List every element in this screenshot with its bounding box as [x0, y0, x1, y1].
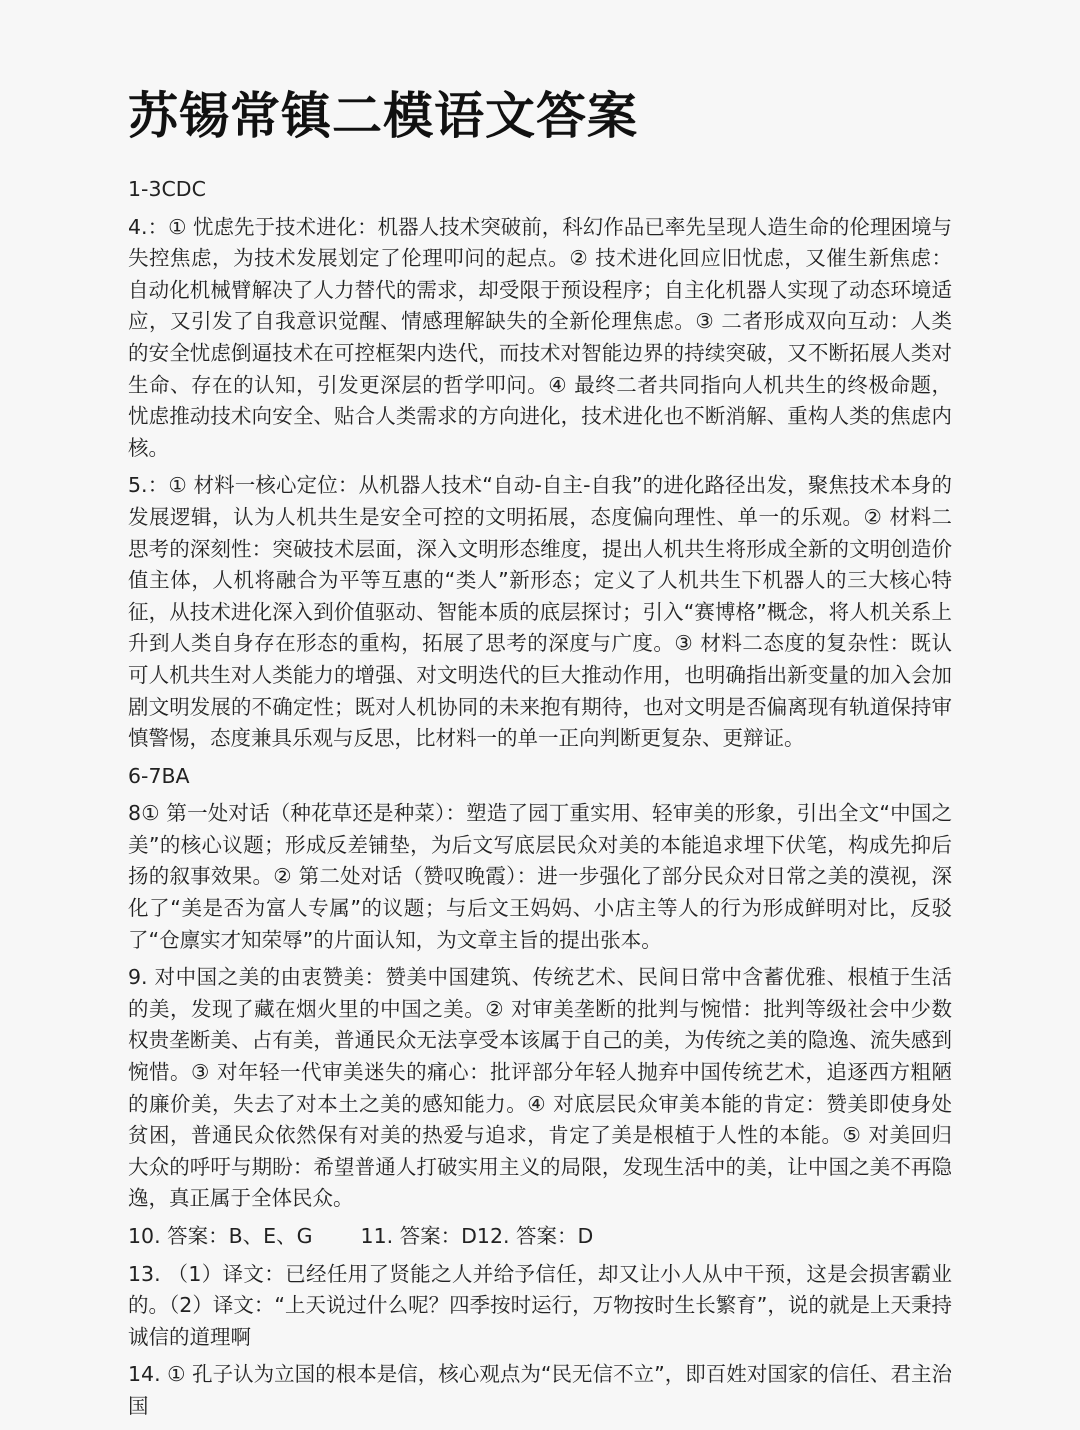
- answer-4: 4.：① 忧虑先于技术进化：机器人技术突破前，科幻作品已率先呈现人造生命的伦理困境与失控焦虑，为技术发展划定了伦理叩问的起点。② 技术进化回应旧忧虑，又催生新焦虑：自动化机械臂解决了人力替代的需求，却受限于预设程序；自主化机器人实现了动态环境适应，又引发了自我意识觉醒、情感理解缺失的全新伦理焦虑。③ 二者形成双向互动：人类的安全忧虑倒逼技术在可控框架内迭代，而技术对智能边界的持续突破，又不断拓展人类对生命、存在的认知，引发更深层的哲学叩问。④ 最终二者共同指向人机共生的终极命题，忧虑推动技术向安全、贴合人类需求的方向进化，技术进化也不断消解、重构人类的焦虑内核。: [128, 214, 952, 460]
- answers-10-12-row: [128, 1221, 952, 1253]
- answer-1-3: 1-3CDC: [128, 177, 206, 201]
- answer-9: 9. 对中国之美的由衷赞美：赞美中国建筑、传统艺术、民间日常中含蓄优雅、根植于生活的美，发现了藏在烟火里的中国之美。② 对审美垄断的批判与惋惜：批判等级社会中少数权贵垄断美、占有美，普通民众无法享受本该属于自己的美，为传统之美的隐逸、流失感到惋惜。③ 对年轻一代审美迷失的痛心：批评部分年轻人抛弃中国传统艺术，追逐西方粗陋的廉价美，失去了对本土之美的感知能力。④ 对底层民众审美本能的肯定：赞美即使身处贫困，普通民众依然保有对美的热爱与追求，肯定了美是根植于人性的本能。⑤ 对美回归大众的呼吁与期盼：希望普通人打破实用主义的局限，发现生活中的美，让中国之美不再隐逸，真正属于全体民众。: [128, 965, 952, 1211]
- answer-8: 8① 第一处对话（种花草还是种菜）：塑造了园丁重实用、轻审美的形象，引出全文“中国之美”的核心议题；形成反差铺垫，为后文写底层民众对美的本能追求埋下伏笔，构成先抑后扬的叙事效果。② 第二处对话（赞叹晚霞）：进一步强化了部分民众对日常之美的漠视，深化了“美是否为富人专属”的议题；与后文王妈妈、小店主等人的行为形成鲜明对比，反驳了“仓廪实才知荣辱”的片面认知，为文章主旨的提出张本。: [128, 801, 952, 952]
- answer-10: 10. 答案：B、E、G: [128, 1224, 313, 1248]
- answer-5: 5.：① 材料一核心定位：从机器人技术“自动-自主-自我”的进化路径出发，聚焦技术本身的发展逻辑，认为人机共生是安全可控的文明拓展，态度偏向理性、单一的乐观。② 材料二思考的深刻性：突破技术层面，深入文明形态维度，提出人机共生将形成全新的文明创造价值主体，人机将融合为平等互惠的“类人”新形态；定义了人机共生下机器人的三大核心特征，从技术进化深入到价值驱动、智能本质的底层探讨；引入“赛博格”概念，将人机关系上升到人类自身存在形态的重构，拓展了思考的深度与广度。③ 材料二态度的复杂性：既认可人机共生对人类能力的增强、对文明迭代的巨大推动作用，也明确指出新变量的加入会加剧文明发展的不确定性；既对人机协同的未来抱有期待，也对文明是否偏离现有轨道保持审慎警惕，态度兼具乐观与反思，比材料一的单一正向判断更复杂、更辩证。: [128, 473, 952, 751]
- answer-6-7: 6-7BA: [128, 763, 190, 788]
- answer-13: 13. （1）译文：已经任用了贤能之人并给予信任，却又让小人从中干预，这是会损害霸业的。（2）译文：“上天说过什么呢？四季按时运行，万物按时生长繁育”，说的就是上天秉持诚信的道理啊: [128, 1261, 952, 1349]
- document-title: 苏锡常镇二模语文答案: [128, 87, 638, 145]
- answer-14: 14. ① 孔子认为立国的根本是信，核心观点为“民无信不立”，即百姓对国家的信任、君主治国: [128, 1362, 952, 1418]
- answer-11-12: 11. 答案：D12. 答案：D: [360, 1224, 594, 1248]
